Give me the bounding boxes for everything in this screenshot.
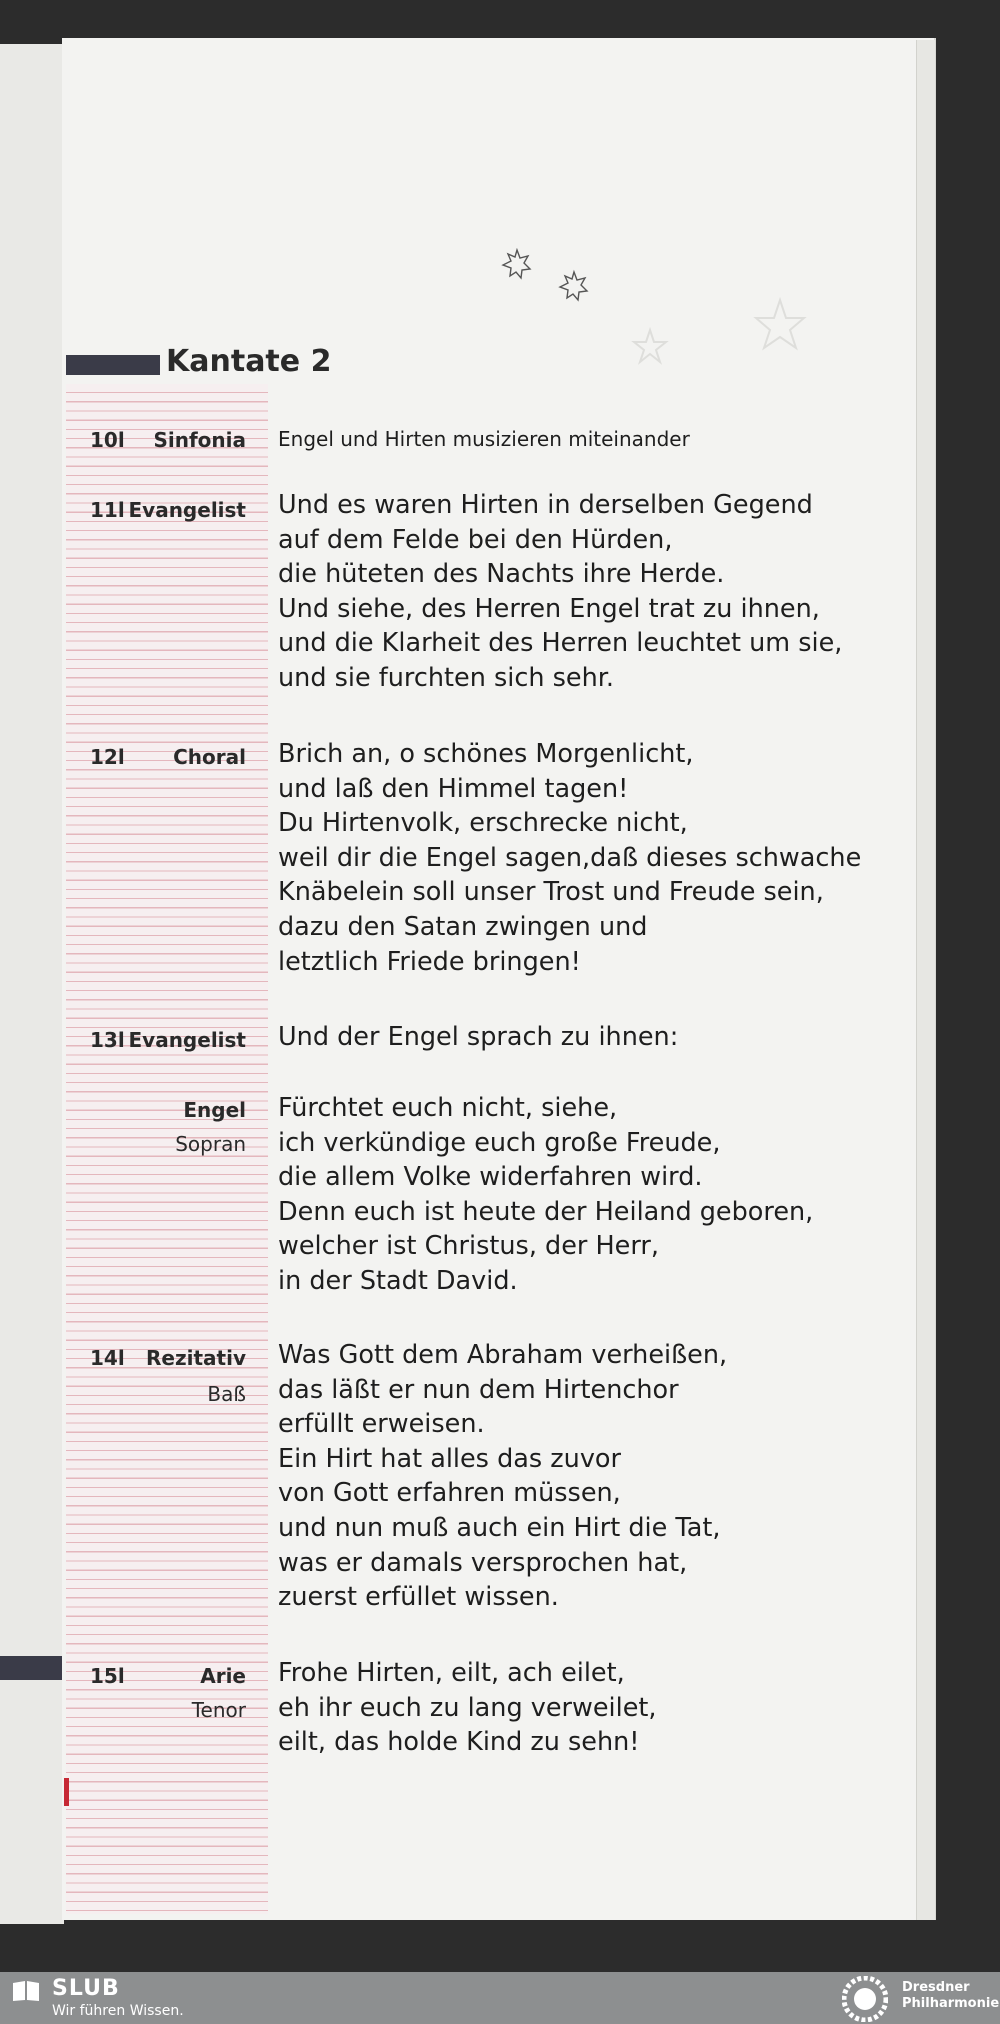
section-text	[278, 1338, 727, 1615]
verse-line: dazu den Satan zwingen und	[278, 911, 648, 942]
section-text	[278, 1020, 678, 1055]
verse-line: und sie furchten sich sehr.	[278, 662, 615, 693]
back-page	[0, 44, 64, 1924]
verse-line: in der Stadt David.	[278, 1265, 518, 1296]
verse-line: ich verkündige euch große Freude,	[278, 1127, 721, 1158]
verse-line: und die Klarheit des Herren leuchtet um sie,	[278, 628, 843, 659]
verse-line: zuerst erfüllet wissen.	[278, 1582, 559, 1613]
page-edge	[916, 40, 935, 1920]
section-number: 14l	[90, 1346, 125, 1370]
philharmonie-logo-icon	[842, 1976, 888, 2022]
section-number: 12l	[90, 745, 125, 769]
section-text	[278, 1091, 813, 1299]
verse-line: Du Hirtenvolk, erschrecke nicht,	[278, 808, 688, 839]
section-role: Engel	[183, 1098, 246, 1122]
stars-decoration	[500, 248, 600, 308]
section-text	[278, 1656, 657, 1760]
verse-line: Fürchtet euch nicht, siehe,	[278, 1093, 618, 1123]
section-role: Evangelist	[128, 498, 246, 522]
verse-line: Knäbelein soll unser Trost und Freude sein,	[278, 877, 824, 908]
partner-name	[902, 1980, 999, 2012]
back-page-accent-bar	[0, 1656, 64, 1680]
verse-line: von Gott erfahren müssen,	[278, 1478, 621, 1509]
verse-line: und nun muß auch ein Hirt die Tat,	[278, 1512, 721, 1543]
section-role: Evangelist	[128, 1028, 246, 1052]
section-voice: Tenor	[191, 1698, 246, 1722]
verse-line: was er damals versprochen hat,	[278, 1547, 688, 1578]
section-number: 11l	[90, 498, 125, 522]
red-edge-mark	[64, 1778, 69, 1806]
verse-line: das läßt er nun dem Hirtenchor	[278, 1374, 679, 1405]
verse-line: Und siehe, des Herren Engel trat zu ihnen,	[278, 593, 820, 624]
partner-name-line: Dresdner	[902, 1980, 970, 1995]
library-name: SLUB	[52, 1976, 120, 2001]
section-number: 10l	[90, 428, 125, 452]
section-text	[278, 488, 842, 696]
section-role: Choral	[173, 745, 246, 769]
verse-line: Denn euch ist heute der Heiland geboren,	[278, 1196, 814, 1227]
ghost-stars-decoration	[620, 290, 820, 390]
verse-line: Und es waren Hirten in derselben Gegend	[278, 490, 813, 520]
slub-book-icon	[12, 1980, 40, 2002]
section-number: 13l	[90, 1028, 125, 1052]
title-accent-bar	[66, 355, 160, 375]
section-text	[278, 737, 861, 979]
section-number: 15l	[90, 1664, 125, 1688]
section-voice: Sopran	[175, 1132, 246, 1156]
verse-line: erfüllt erweisen.	[278, 1409, 485, 1440]
section-voice: Baß	[207, 1382, 246, 1406]
verse-line: Ein Hirt hat alles das zuvor	[278, 1443, 622, 1474]
library-tagline: Wir führen Wissen.	[52, 2003, 184, 2019]
verse-line: welcher ist Christus, der Herr,	[278, 1231, 659, 1262]
section-text	[278, 426, 690, 461]
partner-name-line: Philharmonie	[902, 1996, 1000, 2011]
verse-line: die hüteten des Nachts ihre Herde.	[278, 559, 725, 590]
verse-line: die allem Volke widerfahren wird.	[278, 1162, 703, 1193]
section-role: Arie	[200, 1664, 246, 1688]
verse-line: Und der Engel sprach zu ihnen:	[278, 1022, 679, 1052]
verse-line: weil dir die Engel sagen,daß dieses schwache	[278, 842, 862, 873]
verse-line: letztlich Friede bringen!	[278, 946, 581, 977]
star-icon	[560, 272, 587, 300]
verse-line: und laß den Himmel tagen!	[278, 773, 629, 804]
section-role: Rezitativ	[146, 1346, 246, 1370]
star-icon	[503, 250, 530, 278]
verse-line: Frohe Hirten, eilt, ach eilet,	[278, 1658, 625, 1688]
section-role: Sinfonia	[153, 428, 246, 452]
verse-line: eh ihr euch zu lang verweilet,	[278, 1692, 657, 1723]
verse-line: eilt, das holde Kind zu sehn!	[278, 1727, 640, 1758]
verse-line: Brich an, o schönes Morgenlicht,	[278, 739, 694, 769]
verse-line: Engel und Hirten musizieren miteinander	[278, 427, 690, 451]
viewer-footer	[0, 1972, 1000, 2024]
verse-line: Was Gott dem Abraham verheißen,	[278, 1340, 728, 1370]
verse-line: auf dem Felde bei den Hürden,	[278, 524, 673, 555]
kantate-title: Kantate 2	[166, 344, 332, 379]
